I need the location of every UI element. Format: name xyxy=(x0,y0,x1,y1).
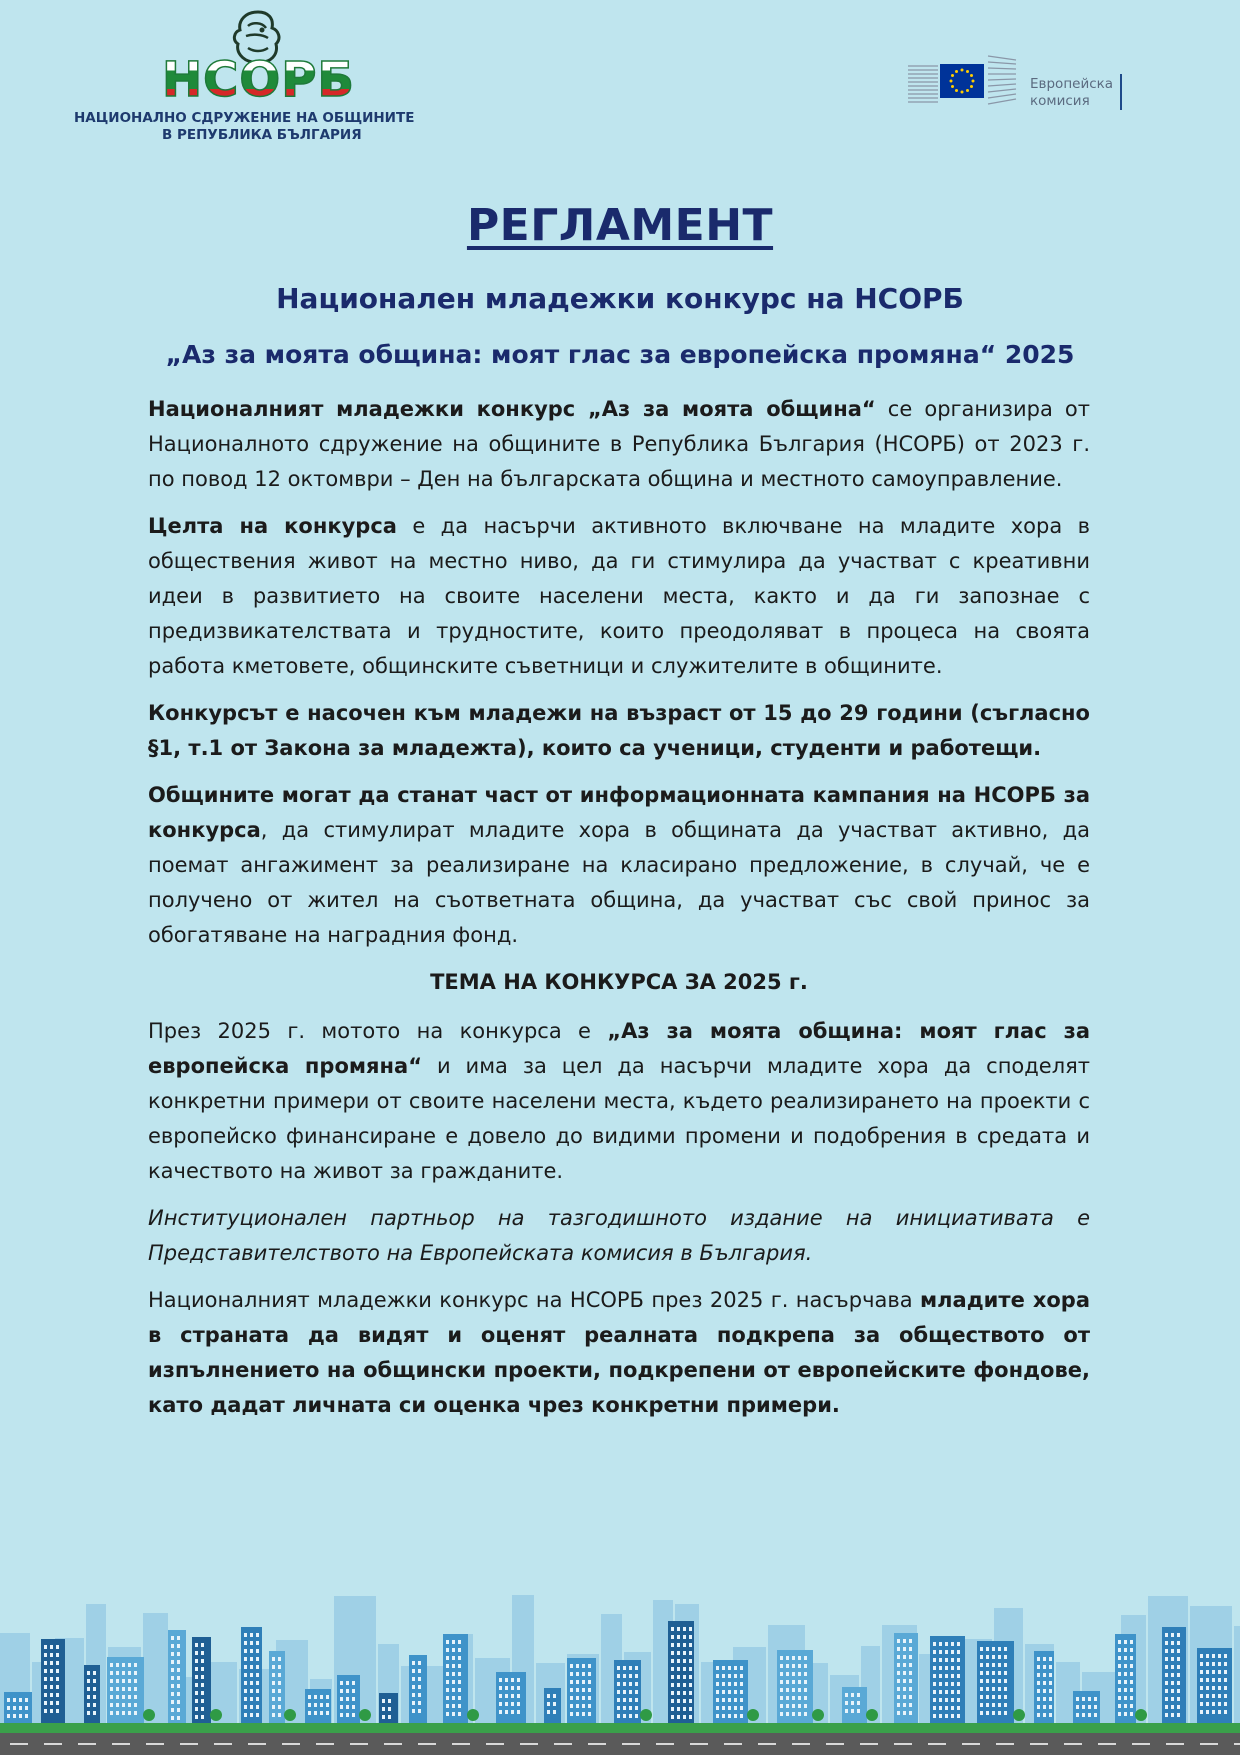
paragraph-7 xyxy=(148,1283,1090,1423)
paragraph-2-bold: Целта на конкурса xyxy=(148,514,397,538)
paragraph-6 xyxy=(148,1201,1090,1271)
eu-flag-icon xyxy=(940,64,984,98)
logo-acronym-graphic xyxy=(162,52,355,108)
paragraph-7-pre: Националният младежки конкурс на НСОРБ през 2025 г. насърчава xyxy=(148,1288,920,1312)
paragraph-1-bold: Националният младежки конкурс „Аз за моята община“ xyxy=(148,397,876,421)
document-title-text: РЕГЛАМЕНТ xyxy=(466,200,774,251)
logo-acronym-text: НСОРБ xyxy=(162,52,355,108)
document-subtitle: Национален младежки конкурс на НСОРБ xyxy=(276,282,964,315)
paragraph-1 xyxy=(148,392,1090,497)
paragraph-4-bold: Общините могат да станат част от информационната кампания на НСОРБ за конкурса xyxy=(148,783,1090,842)
logo-org-line2: В РЕПУБЛИКА БЪЛГАРИЯ xyxy=(162,127,362,143)
document-title xyxy=(0,200,1240,251)
paragraph-1-text: се организира от Националното сдружение на общините в Република България (НСОРБ) от 2023 г. по повод 12 октомври – Ден на българската община и местното самоуправление. xyxy=(148,397,1090,491)
paragraph-5-pre: През 2025 г. мотото на конкурса е xyxy=(148,1019,608,1043)
document-body xyxy=(148,392,1090,1435)
paragraph-5-text: и има за цел да насърчи младите хора да споделят конкретни примери от своите населени места, където реализирането на проекти с европейско финансиране е довело до видими промени и подобрения в средата и качеството на живот за гражданите. xyxy=(148,1054,1090,1183)
european-commission-logo xyxy=(908,52,1128,112)
nsorb-logo xyxy=(70,8,430,143)
logo-acronym xyxy=(162,52,355,112)
paragraph-5 xyxy=(148,1014,1090,1189)
city-skyline-illustration xyxy=(0,1575,1240,1755)
ec-divider xyxy=(1120,74,1122,110)
section-heading: ТЕМА НА КОНКУРСА ЗА 2025 г. xyxy=(430,970,808,994)
paragraph-4-text: , да стимулират младите хора в общината да участват активно, да поемат ангажимент за реализиране на класирано предложение, в случай, че е получено от жител на съответната община, да участват със свой принос за обогатяване на наградния фонд. xyxy=(148,818,1090,947)
ec-name xyxy=(1030,76,1113,110)
paragraph-2-text: е да насърчи активното включване на младите хора в обществения живот на местно ниво, да ги стимулира да участват с креативни идеи в развитието на своите населени места, както и да ги запознае с предизвикателствата и трудностите, които преодоляват в процеса на своята работа кметовете, общинските съветници и служителите в общините. xyxy=(148,514,1090,678)
paragraph-4 xyxy=(148,778,1090,953)
paragraph-3 xyxy=(148,696,1090,766)
paragraph-2 xyxy=(148,509,1090,684)
ec-name-line1: Европейска xyxy=(1030,76,1114,92)
paragraph-3-bold: Конкурсът е насочен към младежи на възраст от 15 до 29 години (съгласно §1, т.1 от Закона за младежта), които са ученици, студенти и работещи. xyxy=(148,701,1090,760)
ec-name-line2: комисия xyxy=(1030,93,1090,109)
paragraph-6-italic: Институционален партньор на тазгодишното издание на инициативата е Представителството на Европейската комисия в България. xyxy=(148,1206,1090,1265)
logo-org-line1: НАЦИОНАЛНО СДРУЖЕНИЕ НА ОБЩИНИТЕ xyxy=(74,110,415,126)
paragraph-7-bold: младите хора в страната да видят и оценят реалната подкрепа за обществото от изпълнението на общински проекти, подкрепени от европейските фондове, като дадат личната си оценка чрез конкретни примери. xyxy=(148,1288,1090,1417)
document-motto: „Аз за моята община: моят глас за европейска промяна“ 2025 xyxy=(165,340,1075,369)
paragraph-5-bold: „Аз за моята община: моят глас за европейска промяна“ xyxy=(148,1019,1090,1078)
